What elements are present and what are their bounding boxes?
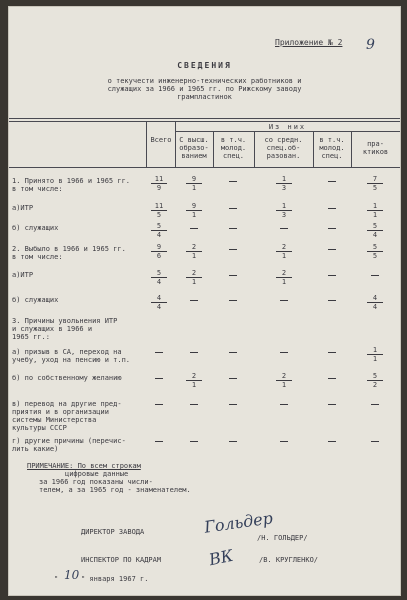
empty-dash bbox=[229, 300, 237, 301]
header-practitioners-1: пра- bbox=[367, 140, 384, 148]
fraction-cell bbox=[367, 372, 383, 389]
fraction-cell bbox=[151, 294, 167, 311]
row-label: 2. Выбыло в 1966 и 1965 гг. bbox=[12, 245, 126, 253]
row-label: 1. Принято в 1966 и 1965 гг. bbox=[12, 177, 131, 185]
header-higher-ed-1: С высш. bbox=[179, 136, 209, 144]
row-label: а) призыв в СА, переход на bbox=[12, 348, 122, 356]
date-quote: " bbox=[54, 575, 59, 583]
value-1965: 1 bbox=[281, 278, 287, 286]
empty-dash bbox=[328, 404, 336, 405]
date-rest: " января 1967 г. bbox=[81, 575, 149, 583]
header-bottom-rule bbox=[9, 167, 400, 168]
empty-dash bbox=[280, 441, 288, 442]
empty-dash bbox=[155, 404, 163, 405]
row-label: культуры СССР bbox=[12, 424, 67, 432]
value-1965: 4 bbox=[372, 303, 378, 311]
row-label: в том числе: bbox=[12, 185, 63, 193]
value-1966: 9 bbox=[151, 243, 167, 252]
note-line-1: ПРИМЕЧАНИЕ: По всем строкам bbox=[27, 462, 141, 470]
empty-dash bbox=[229, 228, 237, 229]
row-label: системы Министерства bbox=[12, 416, 97, 424]
header-young-spec2-3: спец. bbox=[321, 152, 343, 160]
empty-dash bbox=[229, 441, 237, 442]
value-1966: 4 bbox=[151, 294, 167, 303]
header-secondary-2: спец.об- bbox=[266, 144, 301, 152]
empty-dash bbox=[190, 352, 198, 353]
empty-dash bbox=[229, 249, 237, 250]
value-1965: 1 bbox=[191, 278, 197, 286]
empty-dash bbox=[229, 378, 237, 379]
value-1966: 9 bbox=[186, 175, 202, 184]
empty-dash bbox=[328, 208, 336, 209]
empty-dash bbox=[190, 300, 198, 301]
value-1966: 1 bbox=[367, 202, 383, 211]
fraction-cell bbox=[151, 175, 167, 192]
inspector-name: /В. КРУГЛЕНКО/ bbox=[259, 556, 319, 564]
value-1966: 1 bbox=[276, 202, 292, 211]
value-1965: 3 bbox=[281, 184, 287, 192]
value-1965: 1 bbox=[191, 211, 197, 219]
value-1965: 5 bbox=[156, 211, 162, 219]
value-1965: 1 bbox=[191, 252, 197, 260]
fraction-cell bbox=[367, 222, 383, 239]
value-1965: 2 bbox=[372, 381, 378, 389]
header-higher-ed-3: ванием bbox=[181, 152, 207, 160]
empty-dash bbox=[280, 352, 288, 353]
header-group-label: Из них bbox=[268, 123, 307, 131]
fraction-cell bbox=[276, 175, 292, 192]
empty-dash bbox=[229, 181, 237, 182]
header-young-spec-2: молод. bbox=[220, 144, 247, 152]
row-label: приятия и в организации bbox=[12, 408, 109, 416]
value-1966: 2 bbox=[276, 372, 292, 381]
row-label: и служащих в 1966 и bbox=[12, 325, 93, 333]
value-1966: 5 bbox=[151, 222, 167, 231]
empty-dash bbox=[280, 404, 288, 405]
inspector-title: ИНСПЕКТОР ПО КАДРАМ bbox=[81, 556, 162, 564]
date-day: 10 bbox=[64, 568, 80, 582]
fraction-cell bbox=[186, 175, 202, 192]
empty-dash bbox=[155, 352, 163, 353]
header-secondary-3: разован. bbox=[266, 152, 301, 160]
fraction-cell bbox=[151, 269, 167, 286]
fraction-cell bbox=[367, 202, 383, 219]
value-1966: 2 bbox=[186, 372, 202, 381]
empty-dash bbox=[371, 275, 379, 276]
value-1965: 4 bbox=[372, 231, 378, 239]
empty-dash bbox=[229, 404, 237, 405]
value-1965: 1 bbox=[191, 184, 197, 192]
value-1966: 1 bbox=[367, 346, 383, 355]
director-signature: Гольдер bbox=[203, 508, 274, 537]
value-1966: 7 bbox=[367, 175, 383, 184]
row-label: б) служащих bbox=[12, 224, 59, 232]
director-name: /Н. ГОЛЬДЕР/ bbox=[257, 534, 308, 542]
empty-dash bbox=[328, 249, 336, 250]
empty-dash bbox=[190, 228, 198, 229]
subtitle-line-2: служащих за 1966 и 1965 гг. по Рижскому заводу bbox=[107, 85, 302, 93]
value-1966: 5 bbox=[367, 243, 383, 252]
value-1965: 1 bbox=[281, 252, 287, 260]
empty-dash bbox=[280, 300, 288, 301]
value-1966: 5 bbox=[367, 372, 383, 381]
row-label: б) по собственному желанию bbox=[12, 374, 122, 382]
value-1966: 1 bbox=[276, 175, 292, 184]
value-1965: 1 bbox=[191, 381, 197, 389]
value-1966: 11 bbox=[151, 175, 167, 184]
fraction-cell bbox=[276, 202, 292, 219]
value-1965: 1 bbox=[372, 211, 378, 219]
group-rule bbox=[175, 131, 400, 132]
note-line-3: за 1966 год показаны числи- bbox=[39, 478, 153, 486]
value-1965: 9 bbox=[156, 184, 162, 192]
value-1965: 6 bbox=[156, 252, 162, 260]
doc-title: СВЕДЕНИЯ bbox=[177, 61, 232, 70]
inspector-signature: ВК bbox=[207, 545, 235, 570]
value-1965: 3 bbox=[281, 211, 287, 219]
appendix-label: Приложение № 2 bbox=[275, 38, 343, 47]
row-label: учебу, уход на пенсию и т.п. bbox=[12, 356, 131, 364]
fraction-cell bbox=[151, 243, 167, 260]
empty-dash bbox=[190, 404, 198, 405]
empty-dash bbox=[280, 228, 288, 229]
fraction-cell bbox=[151, 222, 167, 239]
subtitle-line-3: грампластинок bbox=[177, 93, 232, 101]
fraction-cell bbox=[276, 243, 292, 260]
header-secondary-1: со средн. bbox=[264, 136, 303, 144]
value-1965: 1 bbox=[372, 355, 378, 363]
fraction-cell bbox=[367, 243, 383, 260]
empty-dash bbox=[229, 208, 237, 209]
header-total: Всего bbox=[150, 136, 172, 144]
row-label: 1965 гг.: bbox=[12, 333, 50, 341]
row-label: в) перевод на другие пред- bbox=[12, 400, 122, 408]
empty-dash bbox=[155, 378, 163, 379]
value-1966: 9 bbox=[186, 202, 202, 211]
fraction-cell bbox=[186, 243, 202, 260]
row-label: а)ИТР bbox=[12, 204, 34, 212]
value-1966: 5 bbox=[367, 222, 383, 231]
value-1966: 2 bbox=[276, 269, 292, 278]
empty-dash bbox=[328, 300, 336, 301]
row-label: г) другие причины (перечис- bbox=[12, 437, 126, 445]
fraction-cell bbox=[367, 294, 383, 311]
empty-dash bbox=[155, 441, 163, 442]
fraction-cell bbox=[276, 372, 292, 389]
empty-dash bbox=[328, 352, 336, 353]
row-label: б) служащих bbox=[12, 296, 59, 304]
value-1966: 4 bbox=[367, 294, 383, 303]
director-title: ДИРЕКТОР ЗАВОДА bbox=[81, 528, 145, 536]
row-label: в том числе: bbox=[12, 253, 63, 261]
value-1965: 1 bbox=[281, 381, 287, 389]
value-1966: 2 bbox=[186, 243, 202, 252]
header-young-spec-3: спец. bbox=[222, 152, 245, 160]
row-label: а)ИТР bbox=[12, 271, 34, 279]
header-practitioners-2: ктиков bbox=[362, 148, 389, 156]
empty-dash bbox=[190, 441, 198, 442]
empty-dash bbox=[328, 228, 336, 229]
fraction-cell bbox=[367, 175, 383, 192]
empty-dash bbox=[328, 378, 336, 379]
value-1965: 4 bbox=[156, 231, 162, 239]
header-higher-ed-2: образо- bbox=[179, 144, 209, 152]
empty-dash bbox=[371, 441, 379, 442]
fraction-cell bbox=[186, 202, 202, 219]
empty-dash bbox=[371, 404, 379, 405]
value-1966: 2 bbox=[276, 243, 292, 252]
subtitle-line-1: о текучести инженерно-технических работников и bbox=[107, 77, 302, 85]
value-1965: 5 bbox=[372, 252, 378, 260]
document-page bbox=[9, 7, 400, 595]
value-1965: 4 bbox=[156, 278, 162, 286]
value-1966: 2 bbox=[186, 269, 202, 278]
fraction-cell bbox=[276, 269, 292, 286]
table-top-rule-2 bbox=[9, 121, 400, 122]
fraction-cell bbox=[186, 372, 202, 389]
header-young-spec2-2: молод. bbox=[319, 144, 345, 152]
value-1965: 5 bbox=[372, 184, 378, 192]
row-label: 3. Причины увольнения ИТР bbox=[12, 317, 118, 325]
value-1966: 5 bbox=[151, 269, 167, 278]
table-top-rule bbox=[9, 118, 400, 119]
row-label: лить какие) bbox=[12, 445, 59, 453]
empty-dash bbox=[229, 275, 237, 276]
empty-dash bbox=[229, 352, 237, 353]
col-divider bbox=[146, 121, 147, 168]
value-1965: 4 bbox=[156, 303, 162, 311]
header-young-spec2-1: в т.ч. bbox=[319, 136, 345, 144]
empty-dash bbox=[328, 275, 336, 276]
fraction-cell bbox=[151, 202, 167, 219]
empty-dash bbox=[328, 181, 336, 182]
empty-dash bbox=[328, 441, 336, 442]
fraction-cell bbox=[367, 346, 383, 363]
note-line-4: телем, а за 1965 год - знаменателем. bbox=[39, 486, 191, 494]
value-1966: 11 bbox=[151, 202, 167, 211]
header-young-spec-1: в т.ч. bbox=[220, 136, 247, 144]
fraction-cell bbox=[186, 269, 202, 286]
page-number: 9 bbox=[366, 37, 375, 53]
note-line-2: цифровые данные bbox=[65, 470, 129, 478]
